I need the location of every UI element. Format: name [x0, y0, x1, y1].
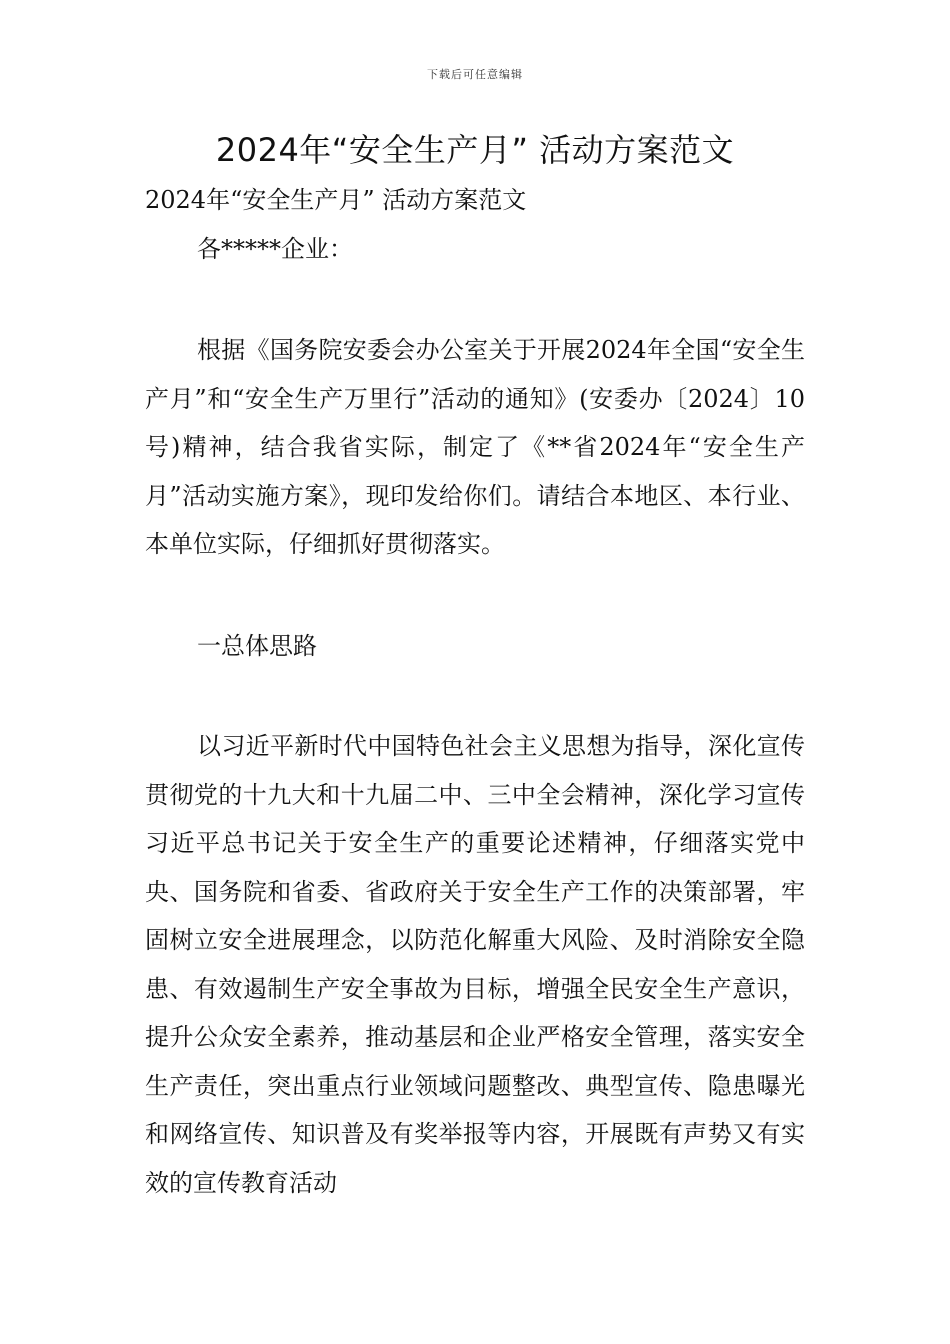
section-heading-overall-approach: 一总体思路 [197, 632, 317, 660]
document-subtitle: 2024年“安全生产月” 活动方案范文 [145, 186, 527, 214]
paragraph-overall-approach: 以习近平新时代中国特色社会主义思想为指导，深化宣传贯彻党的十九大和十九届二中、三中全会精神，深化学习宣传习近平总书记关于安全生产的重要论述精神，仔细落实党中央、国务院和省委、省政府关于安全生产工作的决策部署，牢固树立安全进展理念，以防范化解重大风险、及时消除安全隐患、有效遏制生产安全事故为目标，增强全民安全生产意识，提升公众安全素养，推动基层和企业严格安全管理，落实安全生产责任，突出重点行业领域问题整改、典型宣传、隐患曝光和网络宣传、知识普及有奖举报等内容，开展既有声势又有实效的宣传教育活动 [145, 732, 805, 1197]
salutation: 各*****企业： [197, 235, 353, 263]
document-title: 2024年“安全生产月” 活动方案范文 [215, 131, 735, 169]
paragraph-intro: 根据《国务院安委会办公室关于开展2024年全国“安全生产月”和“安全生产万里行”活动的通知》(安委办〔2024〕10号)精神，结合我省实际，制定了《**省2024年“安全生产月”活动实施方案》，现印发给你们。请结合本地区、本行业、本单位实际，仔细抓好贯彻落实。 [145, 336, 805, 558]
header-note: 下载后可任意编辑 [427, 68, 523, 81]
